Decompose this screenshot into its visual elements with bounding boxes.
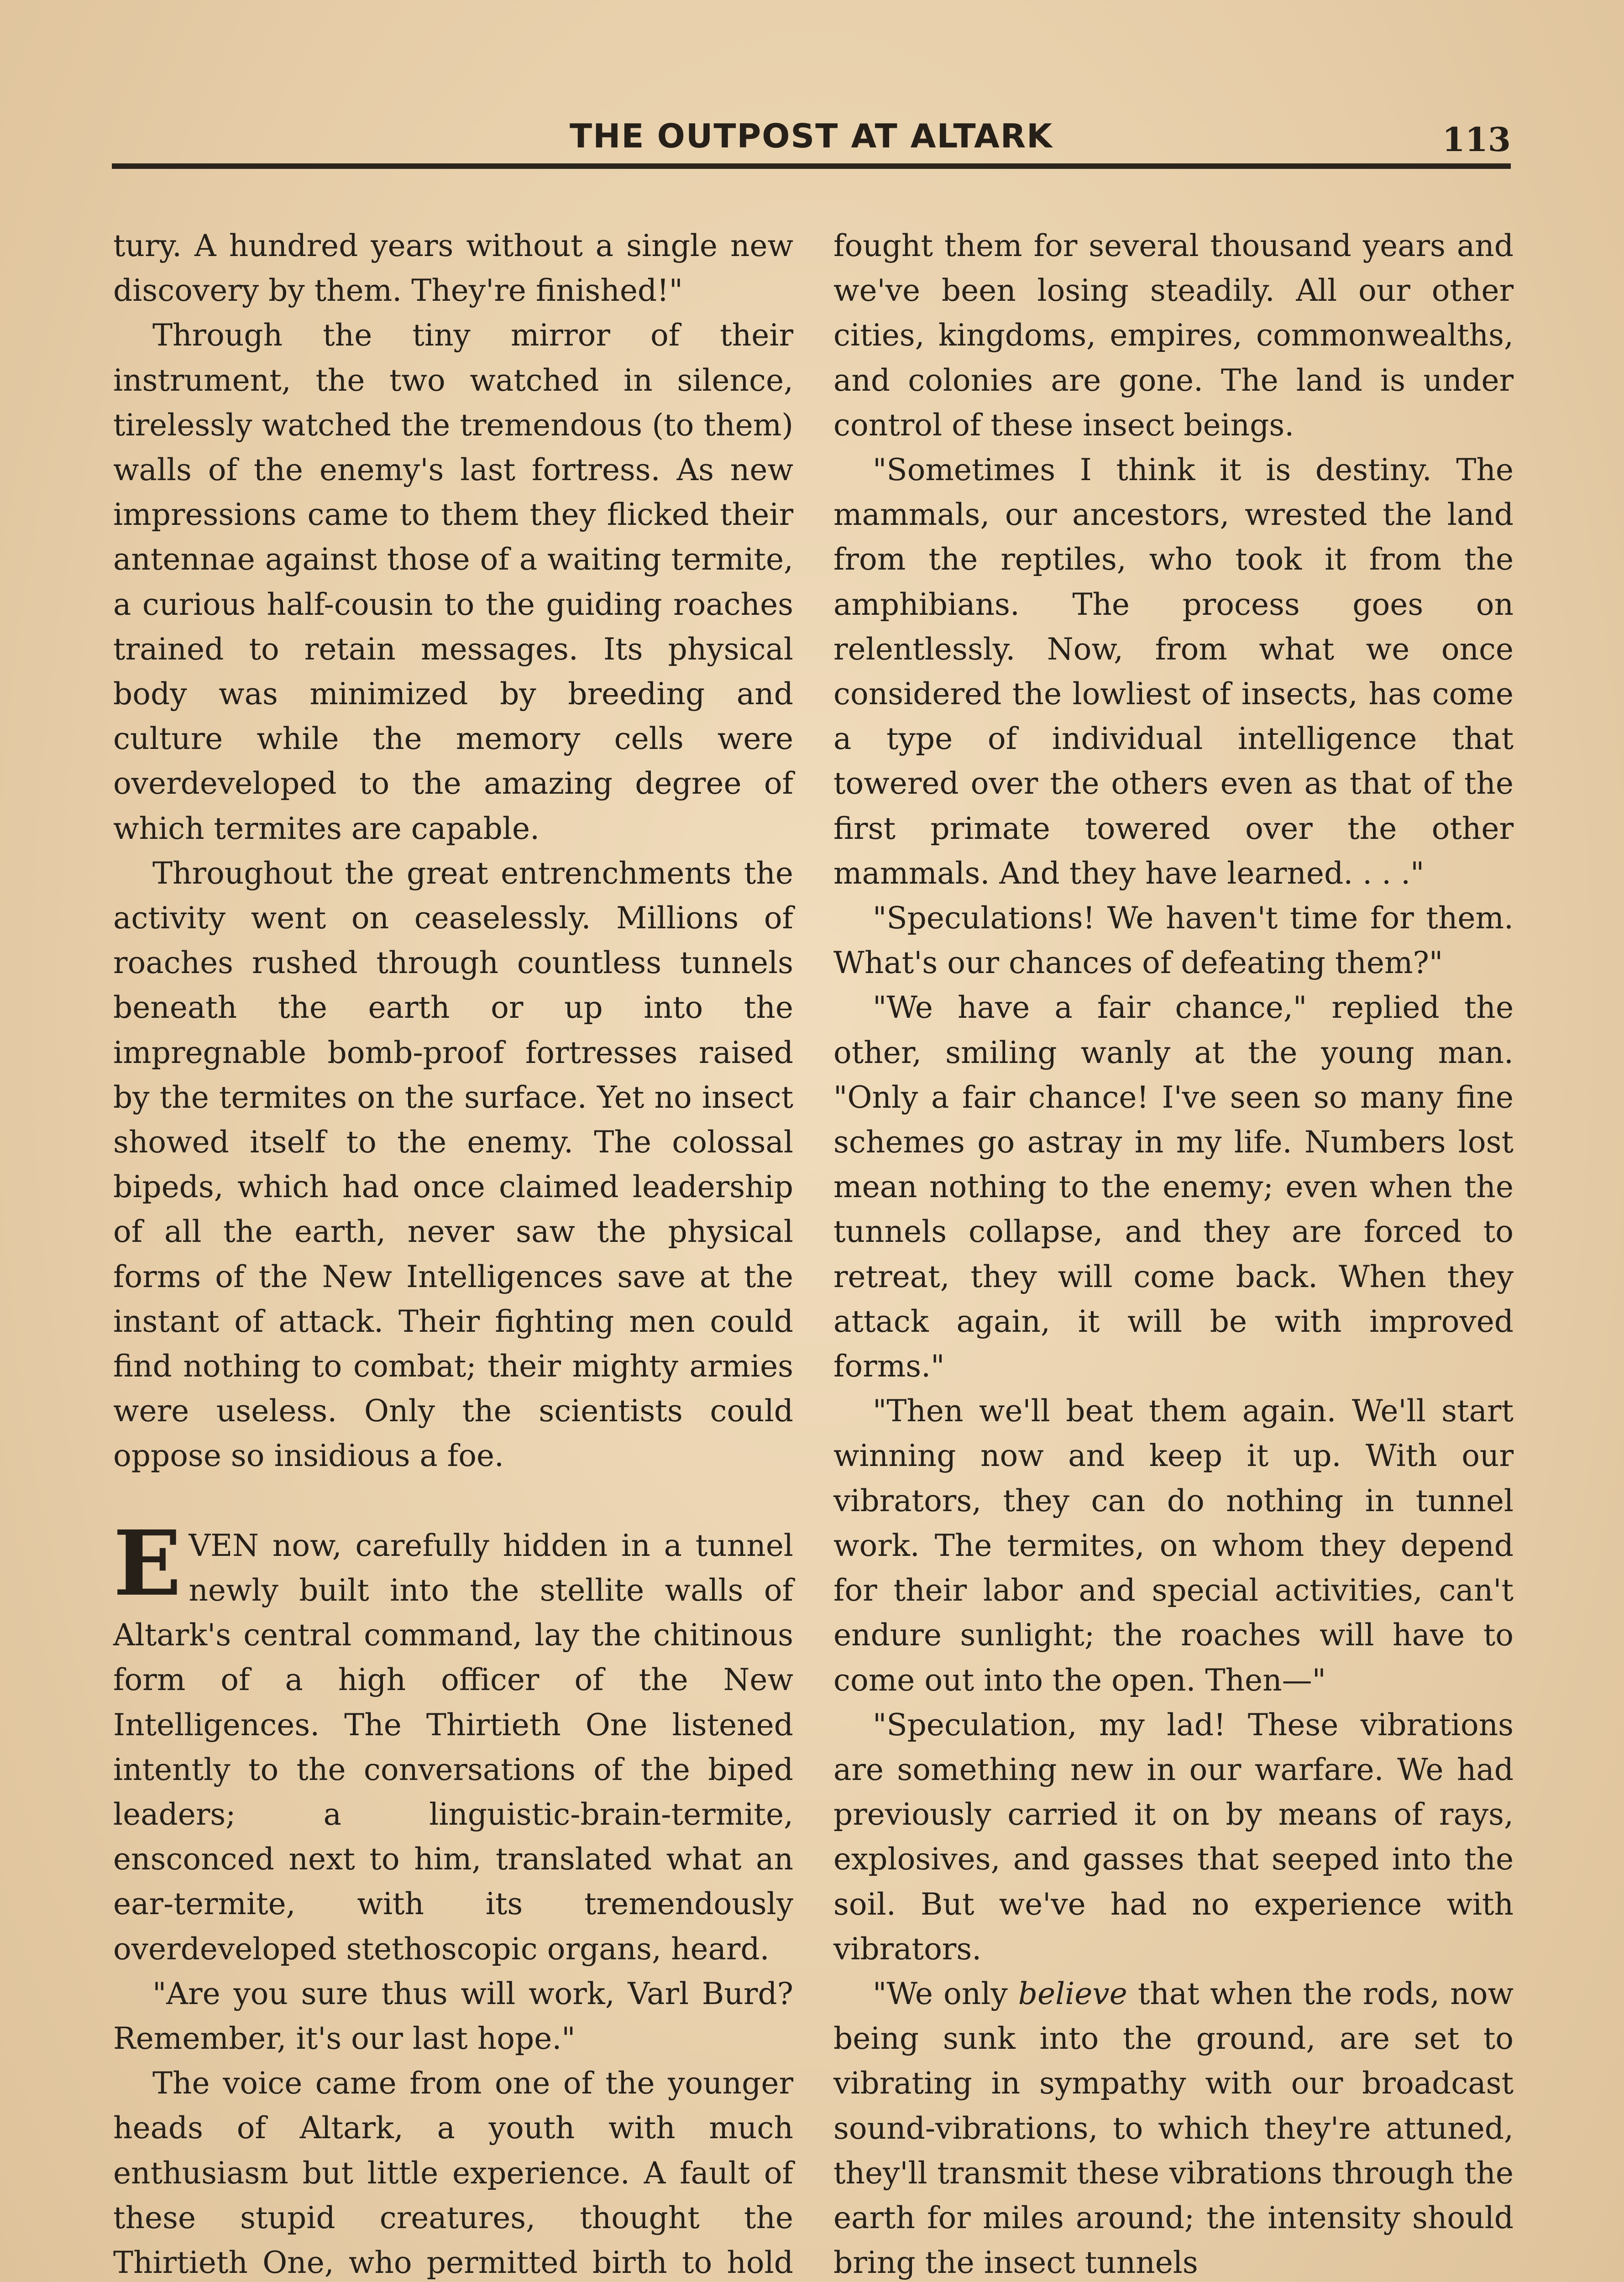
page-number: 113 <box>1442 120 1511 159</box>
left-column <box>113 224 793 2282</box>
paragraph: "Speculations! We haven't time for them. What's our chances of defeating them?" <box>833 900 1514 981</box>
section-opening-paragraph <box>113 1511 793 1972</box>
paragraph-text: "We only <box>873 1976 1018 2011</box>
drop-cap: E <box>113 1511 182 1616</box>
paragraph: "We have a fair chance," replied the other, smiling wanly at the young man. "Only a fair chance! I've seen so many fine schemes go astray in my life. Numbers lost mean nothing to the enemy; even when the tunnels collapse, and they are forced to retreat, they will come back. When they attack again, it will be with improved forms." <box>833 990 1514 1384</box>
paragraph: tury. A hundred years without a single new discovery by them. They're finished!" <box>113 228 793 309</box>
paragraph-text: VEN now, carefully hidden in a tunnel newly built into the stellite walls of Altark's central command, lay the chitinous form of a high officer of the New Intelligences. The Thirtieth One listened intently to the conversations of the biped leaders; a linguistic-brain-termite, ensconced next to him, translated what an ear-termite, with its tremendously overdeveloped stethoscopic organs, heard. <box>113 1528 793 1967</box>
paragraph: Through the tiny mirror of their instrument, the two watched in silence, tirelessly watched the tremendous (to them) walls of the enemy's last fortress. As new impressions came to them they flicked their antennae against those of a waiting termite, a curious half-cousin to the guiding roaches trained to retain messages. Its physical body was minimized by breeding and culture while the memory cells were overdeveloped to the amazing degree of which termites are capable. <box>113 318 793 846</box>
paragraph: fought them for several thousand years and we've been losing steadily. All our other cities, kingdoms, empires, commonwealths, and colonies are gone. The land is under control of these insect beings. <box>833 228 1514 443</box>
paragraph: "Then we'll beat them again. We'll start winning now and keep it up. With our vibrators, they can do nothing in tunnel work. The termites, on whom they depend for their labor and special activities, can't endure sunlight; the roaches will have to come out into the open. Then—" <box>833 1393 1514 1698</box>
paragraph <box>833 1972 1514 2282</box>
paragraph: "Are you sure thus will work, Varl Burd? Remember, it's our last hope." <box>113 1976 793 2056</box>
paragraph-text: that when the rods, now being sunk into the ground, are set to vibrating in sympathy with our broadcast sound-vibrations, to which they're attuned, they'll transmit these vibrations through the earth for miles around; the intensity should bring the insect tunnels <box>833 1976 1514 2281</box>
emphasized-word: believe <box>1018 1976 1127 2011</box>
page-header <box>112 109 1511 163</box>
paragraph: The voice came from one of the younger heads of Altark, a youth with much enthusiasm but little experience. A fault of these stupid creatures, thought the Thirtieth One, who permitted birth to hold <box>113 2066 793 2280</box>
paragraph: "Sometimes I think it is destiny. The mammals, our ancestors, wrested the land from the reptiles, who took it from the amphibians. The process goes on relentlessly. Now, from what we once considered the lowliest of insects, has come a type of individual intelligence that towered over the others even as that of the first primate towered over the other mammals. And they have learned. . . ." <box>833 452 1514 891</box>
running-title: THE OUTPOST AT ALTARK <box>570 117 1053 155</box>
header-rule <box>112 163 1511 169</box>
right-column <box>833 224 1514 2282</box>
paragraph: "Speculation, my lad! These vibrations are something new in our warfare. We had previously carried it on by means of rays, explosives, and gasses that seeped into the soil. But we've had no experience with vibrators. <box>833 1707 1514 1967</box>
paragraph: Throughout the great entrenchments the activity went on ceaselessly. Millions of roaches rushed through countless tunnels beneath the earth or up into the impregnable bomb-proof fortresses raised by the termites on the surface. Yet no insect showed itself to the enemy. The colossal bipeds, which had once claimed leadership of all the earth, never saw the physical forms of the New Intelligences save at the instant of attack. Their fighting men could find nothing to combat; their mighty armies were useless. Only the scientists could oppose so insidious a foe. <box>113 855 793 1474</box>
